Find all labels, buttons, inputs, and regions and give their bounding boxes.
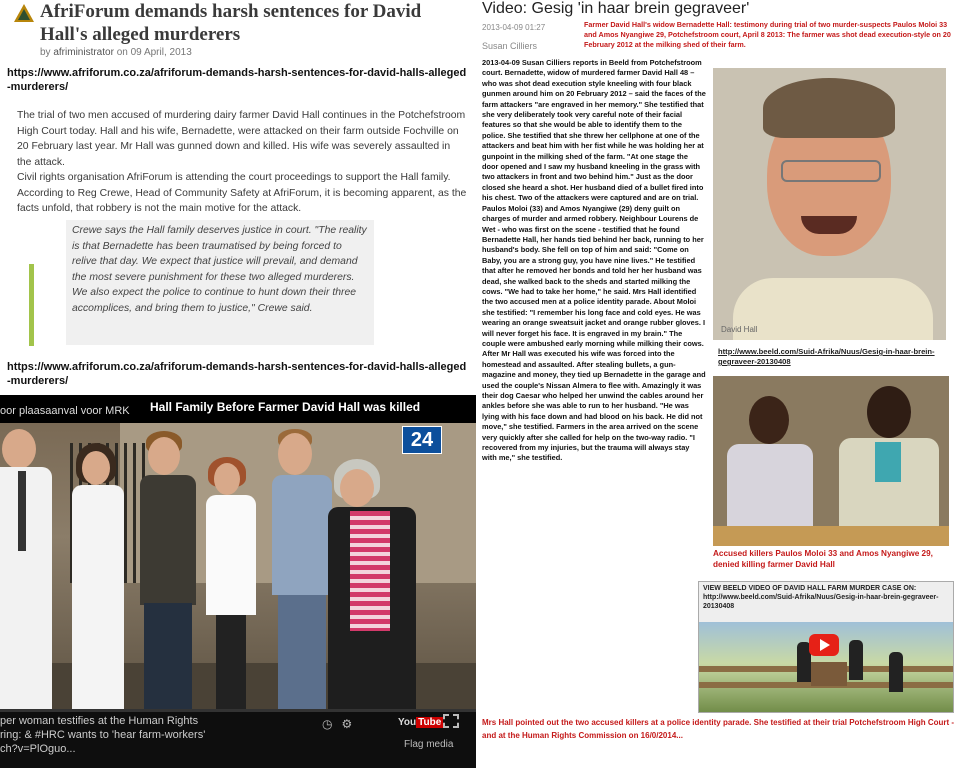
byline-prefix: by (40, 47, 51, 58)
beeld-article-body: 2013-04-09 Susan Cilliers reports in Beeld from Potchefstroom court. Bernadette, widow of murdered farmer David Hall 48 – who was shot dead execution style kneeling with four black gunmen around him on 20 February 2012 – said the faces of the farm attackers "are engraved in her memory." She testified that she very deliberately took very careful note of their facial features so that she would be able to identify them to the police. She testified that she threw her cellphone at one of the attackers and beat him with her fist while he was holding her at gunpoint in the milking shed of the farm. "At one stage the door opened and I saw my husband kneeling in the grass with two attackers in front and two behind him." Just as the door closed she heard a shot. Her husband died of a bullet fired into his chest. Two of the attackers were captured and are on trial. Paulos Moloi (33) and Amos Nyangiwe (29) deny guilt on charges of murder and armed robbery. Neighbour Lourens de Wet - who was first on the scene - testified that he found Bernadette Hall, her hands tied behind her back, running to her husband's body. She fell on top of him and said: "Come on Baby, you are a strong guy, you have nine lives." He testified that after he removed her bonds and told her her husband was dead, she walked back to the sheds and started milking the cows. "We had to take her home," he said. Mrs Hall identified the two accused men at a police identity parade. About Moloi she testified: "I remember his long face and cold eyes. He was wearing an orange sweatsuit jacket and orange rubber gloves. I will never forget his face. It is engraved in my brain." The couple were ambushed early morning while milking their cows. After Mr Hall was executed his wife was forced into the homestead and assaulted. After stealing bullets, a gun-magazine and money, they tied up Bernadette in the garage and used the couple's Nissan Almera to flee with. Amazingly it was their dog Caesar who helped her unwind the cables around her ankles before she was able to run to her husband. "He was lying with his face down and had blood on his back. He did not move," she testified. Farmers in the area arrived on the scene very quickly after she called for help on the two-way radio. "I recovered from my injuries, but the trauma will always stay with me," she testified. (482, 58, 706, 463)
article-paragraph-2: Civil rights organisation AfriForum is attending the court proceedings to support the Hall family. According to Reg Crewe, Head of Community Safety at AfriForum, it is becoming apparent, as the facts unfold, that robbery is not the main motive for the attack. (17, 172, 467, 214)
news24-logo: 24 (402, 426, 442, 454)
source-url-top[interactable]: https://www.afriforum.co.za/afriforum-demands-harsh-sentences-for-david-halls-alleged-murderers/ (7, 67, 467, 93)
settings-icon[interactable]: ⚙ (341, 717, 362, 731)
flag-media-link[interactable]: Flag media (404, 739, 454, 750)
beeld-footer-note: Mrs Hall pointed out the two accused killers at a police identity parade. She testified at their trial Potchefstroom High Court - and at the Human Rights Commission on 16/0/2014... (482, 718, 955, 740)
video-headline: Hall Family Before Farmer David Hall was killed (150, 400, 421, 414)
video-caption: per woman testifies at the Human Rights ring: & #HRC wants to 'hear farm-workers' ch?v=PlOguo... (0, 715, 206, 755)
crewe-quote: Crewe says the Hall family deserves justice in court. "The reality is that Bernadette has been traumatised by being forced to relive that day. We expect that justice will prevail, and demand the most severe punishment for these two alleged murderers. We also expect the police to continue to hunt down their three accomplices, and bring them to justice," Crewe said. (66, 220, 374, 345)
beeld-link[interactable]: http://www.beeld.com/Suid-Afrika/Nuus/Gesig-in-haar-brein-gegraveer-20130408 (718, 347, 935, 366)
youtube-logo-text: You (398, 717, 417, 728)
watch-later-icon[interactable]: ◷ (322, 717, 342, 731)
play-button-icon[interactable] (809, 634, 839, 656)
article-paragraph-1: The trial of two men accused of murdering dairy farmer David Hall continues in the Potchefstroom High Court today. Hall and his wife, Bernadette, were attacked on their farm outside Fochville on 20 February last year. Mr Hall was gunned down and killed. His wife was severely assaulted in the attack. (17, 110, 466, 168)
youtube-logo-badge: Tube (418, 717, 442, 728)
video-top-left-text: oor plaasaanval voor MRK (0, 405, 130, 417)
accused-nyangiwe (833, 386, 943, 536)
article-byline (40, 47, 192, 58)
youtube-logo[interactable] (398, 717, 443, 728)
afriforum-article (0, 0, 470, 395)
accused-caption: Accused killers Paulos Moloi 33 and Amos Nyangiwe 29, denied killing farmer David Hall (713, 549, 933, 569)
author-link[interactable]: afriministrator (53, 47, 114, 58)
beeld-summary: Farmer David Hall's widow Bernadette Hall: testimony during trial of two murder-suspects Paulos Moloi 33 and Amos Nyangiwe 29, Potchefstroom court, April 8 2013: The farmer was shot dead execution-style on 20 February 2012 at the milking shed of their farm. (584, 20, 951, 49)
david-hall-portrait (713, 68, 946, 340)
video-controls (0, 709, 476, 768)
quote-accent-bar (29, 264, 34, 346)
afriforum-logo-icon (13, 3, 35, 23)
beeld-article-author: Susan Cilliers (482, 41, 538, 51)
beeld-video-card[interactable] (698, 581, 954, 713)
family-photo (0, 423, 476, 709)
video-control-icons (322, 717, 361, 731)
fullscreen-icon[interactable] (443, 714, 459, 728)
beeld-article-title: Video: Gesig 'in haar brein gegraveer' (482, 0, 750, 17)
accused-moloi (723, 396, 819, 526)
byline-date: on 09 April, 2013 (116, 47, 192, 58)
video-card-heading: VIEW BEELD VIDEO OF DAVID HALL FARM MURDER CASE ON: http://www.beeld.com/Suid-Afrika/Nuus/Gesig-in-haar-brein-gegraveer-20130408 (703, 585, 939, 610)
video-title-bar (0, 395, 476, 423)
hall-family-video[interactable] (0, 395, 476, 768)
beeld-article (476, 0, 960, 768)
portrait-caption: David Hall (721, 325, 758, 334)
source-url-bottom[interactable]: https://www.afriforum.co.za/afriforum-demands-harsh-sentences-for-david-halls-alleged-murderers/ (7, 361, 467, 387)
accused-photo (713, 376, 949, 546)
article-title: AfriForum demands harsh sentences for David Hall's alleged murderers (40, 1, 422, 45)
glasses (781, 160, 881, 182)
video-progress-bar[interactable] (0, 709, 476, 712)
beeld-article-date: 2013-04-09 01:27 (482, 23, 546, 32)
